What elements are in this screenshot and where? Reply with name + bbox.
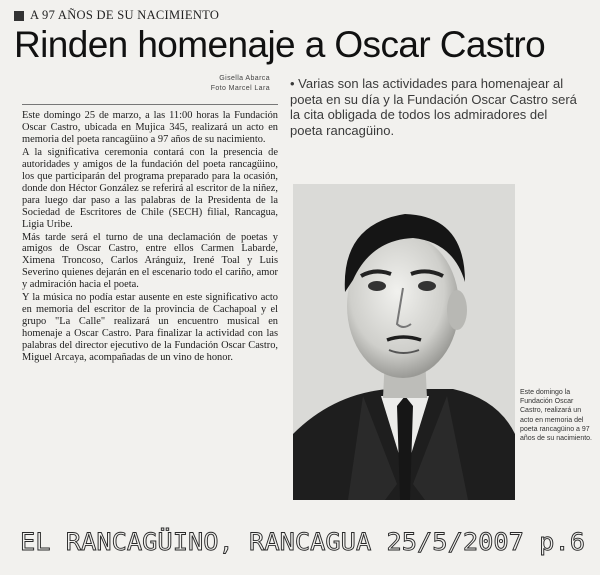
article-summary: • Varias son las actividades para homenajear al poeta en su día y la Fundación Oscar Castro será la cita obligada de todos los admiradores del poeta rancagüino. <box>290 76 577 138</box>
section-kicker <box>14 8 219 23</box>
headline: Rinden homenaje a Oscar Castro <box>14 24 546 65</box>
byline-rule <box>22 104 278 105</box>
handwritten-note-text: EL RANCAGÜINO, RANCAGUA 25/5/2007 p.6 <box>20 528 555 556</box>
byline <box>211 74 270 94</box>
photo-caption: Este domingo la Fundación Oscar Castro, realizará un acto en memoria del poeta rancagüino a 97 años de su nacimiento. <box>520 389 592 443</box>
article-paragraph-4: Y la música no podía estar ausente en este significativo acto en memoria del escritor de la provincia de Cachapoal y el grupo "La Calle" realizará un encuentro musical en homenaje a Oscar Castro. Para finalizar la actividad con las palabras del director ejecutivo de la Fundación Oscar Castro, Miguel Arcaya, acompañadas de un vino de honor. <box>22 292 278 364</box>
square-bullet-icon <box>14 11 24 21</box>
article-paragraph-3: Más tarde será el turno de una declamación de poetas y amigos de Oscar Castro, entre ellos Carmen Labarde, Ximena Troncoso, Carlos Aránguiz, Irené Toal y Luis Severino quienes dejarán en el escenario todo el cariño, amor y admiración hacia el poeta. <box>22 231 278 291</box>
handwritten-note <box>10 514 595 564</box>
article-paragraph-2: A la significativa ceremonia contará con la presencia de autoridades y amigos de la fundación del poeta rancagüino, los que participarán del programa preparado para la ocasión, donde don Héctor González se referirá al escritor de la niñez, para luego dar paso a las palabras de la Presidenta de la Sociedad de Escritores de Chile (SECH) filial, Rancagua, Ligia Uribe. <box>22 146 278 230</box>
kicker-text: A 97 AÑOS DE SU NACIMIENTO <box>30 8 220 22</box>
byline-photo-credit: Foto Marcel Lara <box>210 85 270 92</box>
article-paragraph-1: Este domingo 25 de marzo, a las 11:00 horas la Fundación Oscar Castro, ubicada en Mujica 345, realizará un acto en memoria del poeta rancagüino a 97 años de su nacimiento. <box>22 110 278 145</box>
byline-author: Gisella Abarca <box>219 75 270 82</box>
portrait-photo <box>293 184 515 500</box>
article-body <box>22 110 278 365</box>
